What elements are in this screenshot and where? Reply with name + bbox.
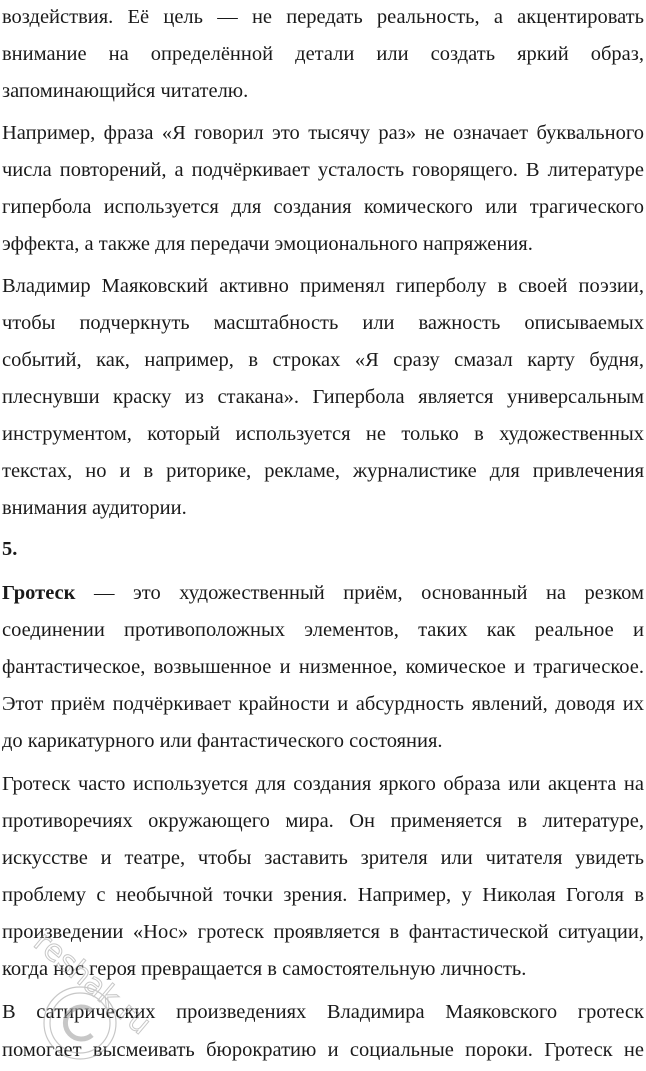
text-line: Владимир Маяковский активно применял гиперболу в своей поэзии,	[2, 275, 644, 297]
text-line: числа повторений, а подчёркивает усталость говорящего. В литературе	[2, 159, 644, 181]
text-line: искусстве и театре, чтобы заставить зрителя или читателя увидеть	[2, 847, 644, 869]
text-line: В сатирических произведениях Владимира Маяковского гротеск	[2, 1001, 644, 1023]
text-line: чтобы подчеркнуть масштабность или важность описываемых	[2, 312, 644, 334]
text-line: помогает высмеивать бюрократию и социальные пороки. Гротеск не	[2, 1039, 644, 1061]
text-line: инструментом, который используется не только в художественных	[2, 423, 644, 445]
text-line: Например, фраза «Я говорил это тысячу раз» не означает буквального	[2, 122, 644, 144]
text-line: фантастическое, возвышенное и низменное, комическое и трагическое.	[2, 656, 644, 678]
text-line: гипербола используется для создания комического или трагического	[2, 196, 644, 218]
svg-text:reshak.ru: reshak.ru	[26, 924, 158, 1043]
text-line: внимание на определённой детали или создать яркий образ,	[2, 43, 644, 65]
text-line: противоречиях окружающего мира. Он применяется в литературе,	[2, 810, 644, 832]
text-line: Гротеск часто используется для создания яркого образа или акцента на	[2, 773, 644, 795]
text-line: воздействия. Её цель — не передать реальность, а акцентировать	[2, 6, 644, 28]
text-line: текстах, но и в риторике, рекламе, журналистике для привлечения	[2, 460, 644, 482]
section-number: 5.	[2, 538, 18, 560]
term-grotesque: Гротеск	[2, 582, 76, 604]
text-line: до карикатурного или фантастического состояния.	[2, 730, 443, 752]
text-line: эффекта, а также для передачи эмоционального напряжения.	[2, 233, 533, 255]
text-line: Этот приём подчёркивает крайности и абсурдность явлений, доводя их	[2, 693, 644, 715]
text-line: соединении противоположных элементов, таких как реальное и	[2, 619, 644, 641]
text-line: проблему с необычной точки зрения. Например, у Николая Гоголя в	[2, 884, 644, 906]
text-line: запоминающийся читателю.	[2, 80, 249, 102]
text-line	[2, 580, 644, 606]
text-line: когда нос героя превращается в самостоятельную личность.	[2, 958, 527, 980]
text-line: произведении «Нос» гротеск проявляется в фантастической ситуации,	[2, 921, 644, 943]
definition-text: — это художественный приём, основанный на резком	[75, 582, 644, 604]
text-line: плеснувши краску из стакана». Гипербола является универсальным	[2, 386, 644, 408]
text-line: внимания аудитории.	[2, 497, 187, 519]
text-line: событий, как, например, в строках «Я сразу смазал карту будня,	[2, 349, 644, 371]
